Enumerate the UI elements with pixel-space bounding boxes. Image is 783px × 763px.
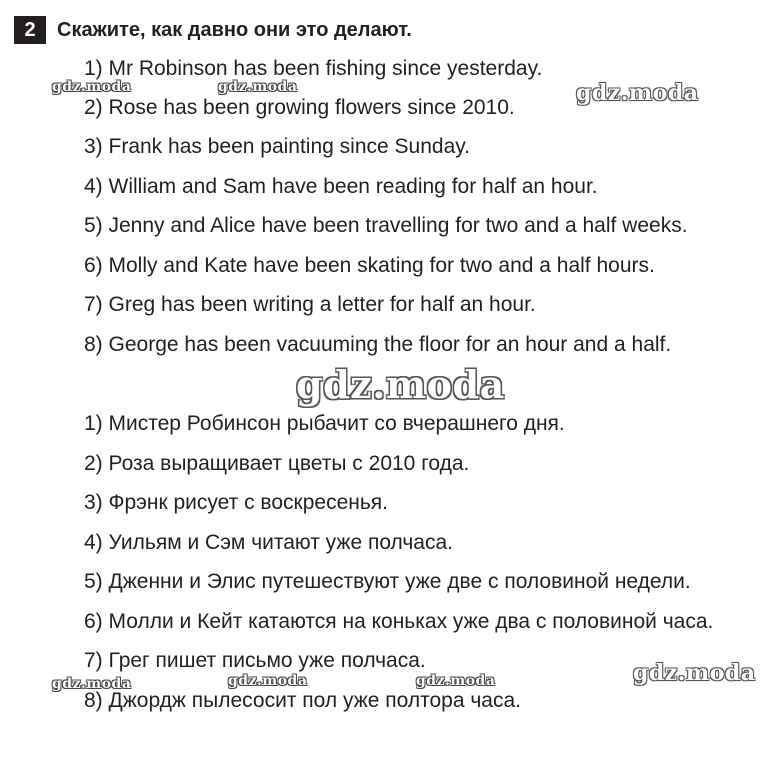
russian-translation-5: 5) Дженни и Элис путешествуют уже две с половиной недели. xyxy=(84,570,691,593)
russian-translation-3: 3) Фрэнк рисует с воскресенья. xyxy=(84,491,388,514)
task-title: Скажите, как давно они это делают. xyxy=(57,19,412,41)
watermark-logo: gdz.moda xyxy=(633,660,756,686)
watermark-logo: gdz.moda xyxy=(52,79,132,95)
english-answer-6: 6) Molly and Kate have been skating for two and a half hours. xyxy=(84,254,655,277)
watermark-logo: gdz.moda xyxy=(416,673,496,689)
english-answer-3: 3) Frank has been painting since Sunday. xyxy=(84,135,471,158)
russian-translation-1: 1) Мистер Робинсон рыбачит со вчерашнего дня. xyxy=(84,412,565,435)
russian-translation-7: 7) Грег пишет письмо уже полчаса. xyxy=(84,649,426,672)
watermark-logo: gdz.moda xyxy=(52,676,132,692)
watermark-logo: gdz.moda xyxy=(576,80,699,106)
english-answer-1: 1) Mr Robinson has been fishing since yesterday. xyxy=(84,57,543,80)
english-answer-2: 2) Rose has been growing flowers since 2010. xyxy=(84,96,515,119)
russian-translation-8: 8) Джордж пылесосит пол уже полтора часа. xyxy=(84,689,521,712)
russian-translation-6: 6) Молли и Кейт катаются на коньках уже два с половиной часа. xyxy=(84,610,714,633)
russian-translation-2: 2) Роза выращивает цветы с 2010 года. xyxy=(84,452,470,475)
task-number-badge: 2 xyxy=(14,16,46,44)
english-answer-7: 7) Greg has been writing a letter for half an hour. xyxy=(84,293,536,316)
watermark-logo: gdz.moda xyxy=(218,79,298,95)
english-answer-8: 8) George has been vacuuming the floor for an hour and a half. xyxy=(84,333,672,356)
watermark-logo: gdz.moda xyxy=(228,673,308,689)
russian-translation-4: 4) Уильям и Сэм читают уже полчаса. xyxy=(84,531,453,554)
english-answer-5: 5) Jenny and Alice have been travelling for two and a half weeks. xyxy=(84,214,688,237)
watermark-logo: gdz.moda xyxy=(296,362,505,407)
english-answer-4: 4) William and Sam have been reading for half an hour. xyxy=(84,175,598,198)
